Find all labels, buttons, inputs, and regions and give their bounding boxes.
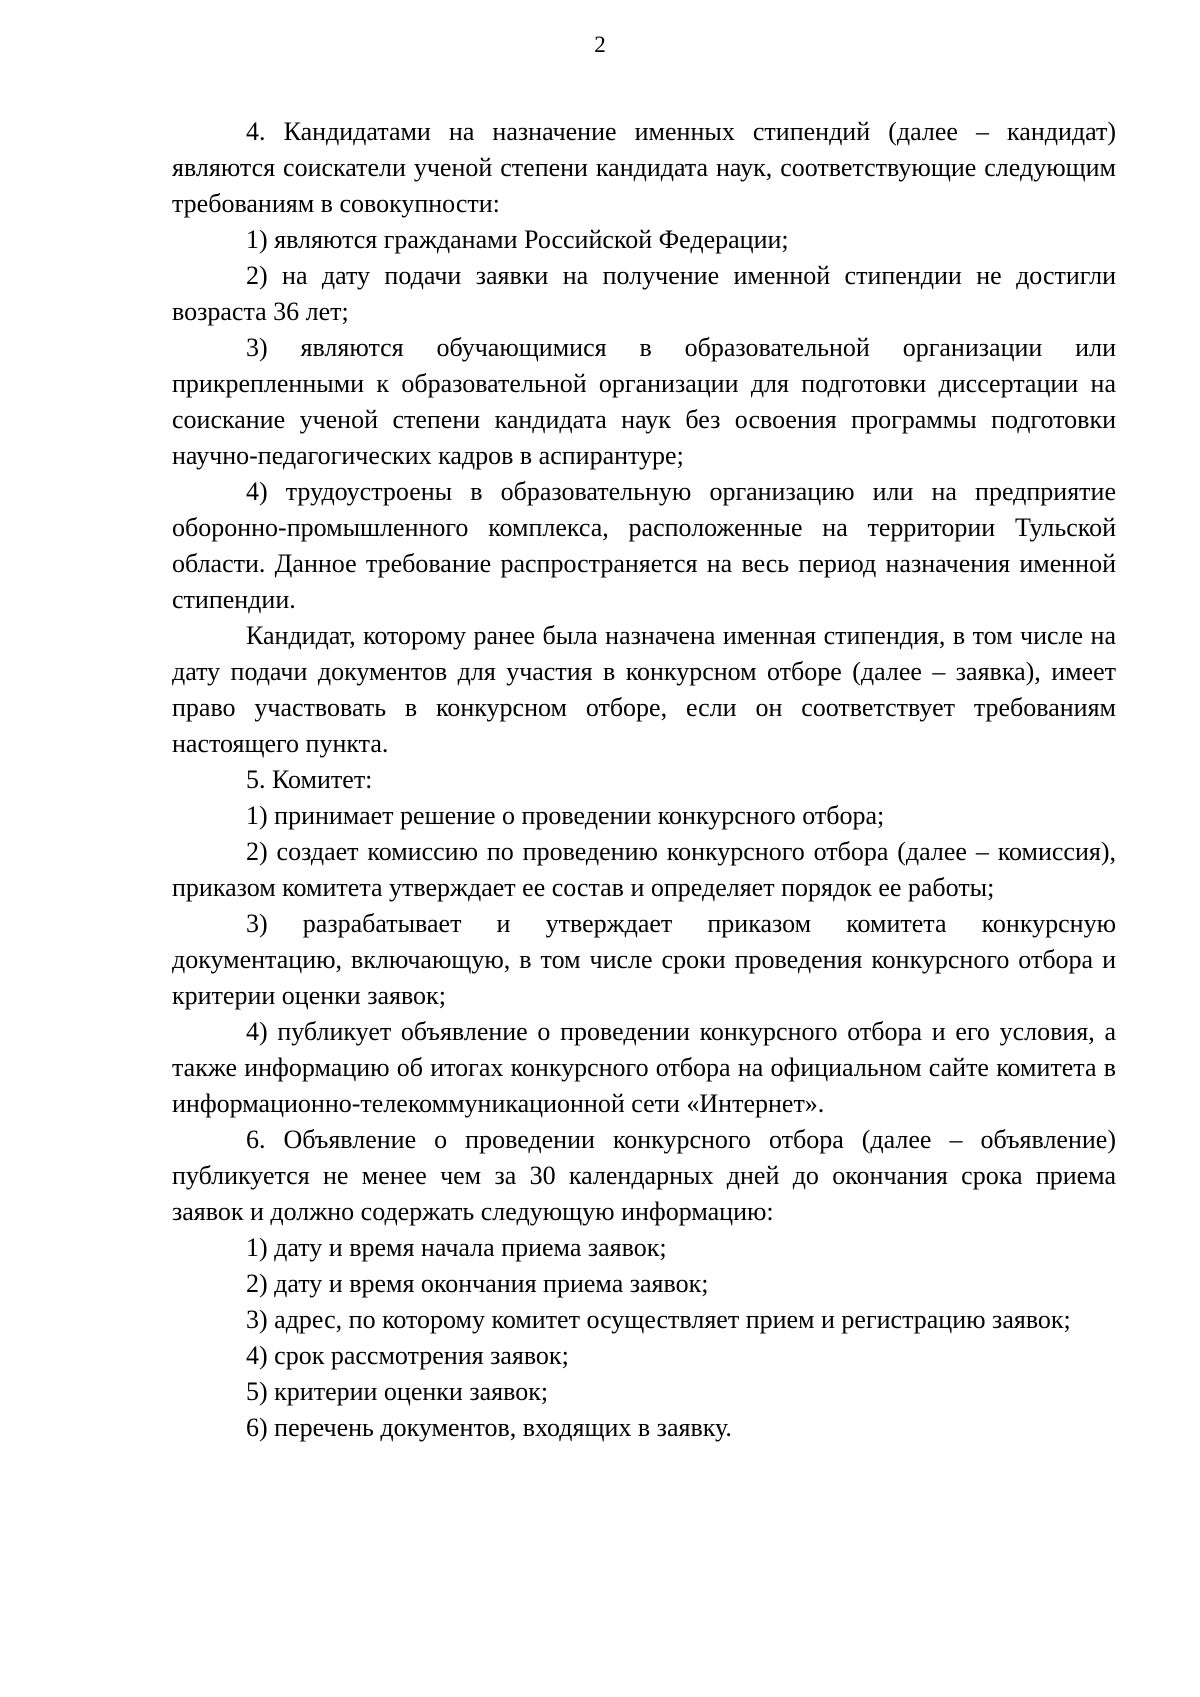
list-item-employment: 4) трудоустроены в образовательную организацию или на предприятие оборонно-промышленного комплекса, расположенные на территории Тульской области. Данное требование распространяется на весь период назначения именной стипендии. bbox=[172, 477, 1116, 614]
list-item-documentation: 3) разрабатывает и утверждает приказом комитета конкурсную документацию, включающую, в том числе сроки проведения конкурсного отбора и критерии оценки заявок; bbox=[172, 909, 1116, 1010]
list-item-criteria: 5) критерии оценки заявок; bbox=[246, 1377, 549, 1406]
paragraph-5-committee: 5. Комитет: bbox=[246, 765, 373, 794]
paragraph-4-candidates: 4. Кандидатами на назначение именных стипендий (далее – кандидат) являются соискатели ученой степени кандидата наук, соответствующие следующим требованиям в совокупности: bbox=[172, 117, 1116, 218]
paragraph-previous-stipend: Кандидат, которому ранее была назначена именная стипендия, в том числе на дату подачи документов для участия в конкурсном отборе (далее – заявка), имеет право участвовать в конкурсном отборе, если он соответствует требованиям настоящего пункта. bbox=[172, 621, 1116, 758]
list-item-publication: 4) публикует объявление о проведении конкурсного отбора и его условия, а также информацию об итогах конкурсного отбора на официальном сайте комитета в информационно-телекоммуникационной сети «Интернет». bbox=[172, 1017, 1116, 1118]
list-item-review-period: 4) срок рассмотрения заявок; bbox=[246, 1341, 569, 1370]
document-body bbox=[172, 114, 1116, 1446]
list-item-address: 3) адрес, по которому комитет осуществляет прием и регистрацию заявок; bbox=[246, 1305, 1071, 1334]
page-number: 2 bbox=[594, 32, 606, 57]
list-item-citizenship: 1) являются гражданами Российской Федерации; bbox=[246, 225, 789, 254]
list-item-age-limit: 2) на дату подачи заявки на получение именной стипендии не достигли возраста 36 лет; bbox=[172, 261, 1116, 326]
paragraph-6-announcement: 6. Объявление о проведении конкурсного отбора (далее – объявление) публикуется не менее чем за 30 календарных дней до окончания срока приема заявок и должно содержать следующую информацию: bbox=[172, 1125, 1116, 1226]
list-item-documents: 6) перечень документов, входящих в заявку. bbox=[246, 1413, 732, 1442]
list-item-end-date: 2) дату и время окончания приема заявок; bbox=[246, 1269, 709, 1298]
list-item-decision: 1) принимает решение о проведении конкурсного отбора; bbox=[246, 801, 885, 830]
list-item-education: 3) являются обучающимися в образовательной организации или прикрепленными к образовательной организации для подготовки диссертации на соискание ученой степени кандидата наук без освоения программы подготовки научно-педагогических кадров в аспирантуре; bbox=[172, 333, 1116, 470]
list-item-commission: 2) создает комиссию по проведению конкурсного отбора (далее – комиссия), приказом комитета утверждает ее состав и определяет порядок ее работы; bbox=[172, 837, 1116, 902]
list-item-start-date: 1) дату и время начала приема заявок; bbox=[246, 1233, 667, 1262]
